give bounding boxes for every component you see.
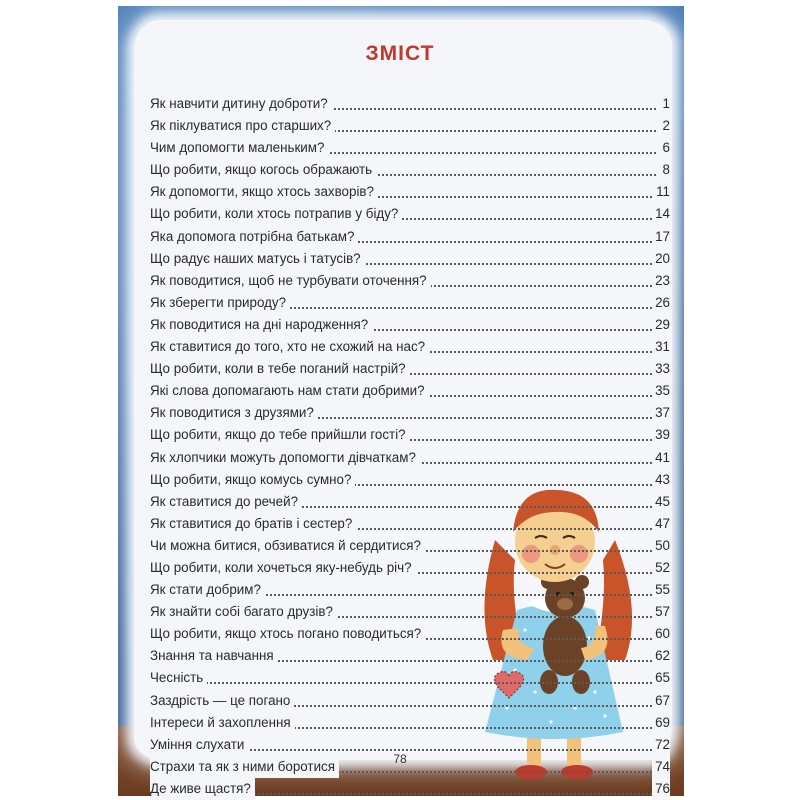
toc-entry-page: 20 [652, 248, 670, 270]
toc-entry-page: 31 [652, 336, 670, 358]
toc-entry-page: 8 [660, 159, 670, 181]
page-title: ЗМІСТ [365, 42, 435, 65]
toc-entry [150, 115, 670, 137]
toc-entry-title: Що радує наших матусь і татусів? [150, 248, 365, 270]
toc-entry-page: 67 [652, 690, 670, 712]
toc-entry-page: 39 [652, 424, 670, 446]
toc-entry [150, 226, 670, 248]
toc-entry-title: Як ставитися до речей? [150, 491, 302, 513]
toc-entry [150, 380, 670, 402]
toc-entry-title: Чесність [150, 667, 207, 689]
toc-entry-page: 47 [652, 513, 670, 535]
toc-entry-title: Що робити, якщо до тебе прийшли гості? [150, 424, 410, 446]
toc-entry-title: Заздрість — це погано [150, 690, 294, 712]
toc-entry-page: 6 [660, 137, 670, 159]
toc-entry-title: Як піклуватися про старших? [150, 115, 335, 137]
toc-entry-page: 45 [652, 491, 670, 513]
toc-entry-title: Яка допомога потрібна батькам? [150, 226, 358, 248]
toc-entry-page: 23 [652, 270, 670, 292]
toc-entry [150, 93, 670, 115]
toc-entry [150, 159, 670, 181]
toc-entry-page: 74 [652, 756, 670, 778]
toc-entry-page: 1 [660, 93, 670, 115]
toc-entry-page: 29 [652, 314, 670, 336]
page-number: 78 [393, 752, 407, 766]
toc-entry-page: 14 [652, 203, 670, 225]
toc-entry-title: Де живе щастя? [150, 778, 255, 800]
toc-entry [150, 314, 670, 336]
toc-entry-page: 52 [652, 557, 670, 579]
toc-entry-page: 76 [652, 778, 670, 800]
toc-entry [150, 447, 670, 469]
cheek-left [522, 545, 540, 563]
toc-entry-title: Чим допомогти маленьким? [150, 137, 328, 159]
toc-entry [150, 270, 670, 292]
toc-entry [150, 203, 670, 225]
toc-entry-title: Як поводитися на дні народження? [150, 314, 372, 336]
toc-entry-title: Як поводитися, щоб не турбувати оточення? [150, 270, 431, 292]
toc-entry-page: 2 [660, 115, 670, 137]
toc-entry-page: 37 [652, 402, 670, 424]
toc-entry-title: Що робити, якщо когось ображають [150, 159, 376, 181]
toc-entry-page: 35 [652, 380, 670, 402]
toc-entry-title: Як зберегти природу? [150, 292, 290, 314]
toc-entry-title: Як хлопчики можуть допомогти дівчаткам? [150, 447, 420, 469]
toc-entry-title: Уміння слухати [150, 734, 248, 756]
toc-entry-title: Як ставитися до братів і сестер? [150, 513, 356, 535]
toc-entry-page: 50 [652, 535, 670, 557]
toc-entry [150, 248, 670, 270]
toc-entry-title: Що робити, коли хтось потрапив у біду? [150, 203, 402, 225]
toc-entry-title: Як допомогти, якщо хтось захворів? [150, 181, 378, 203]
toc-entry [150, 181, 670, 203]
toc-entry-title: Чи можна битися, обзиватися й сердитися? [150, 535, 425, 557]
toc-entry-page: 69 [652, 712, 670, 734]
cheek-right [570, 545, 588, 563]
toc-entry [150, 292, 670, 314]
toc-entry-title: Які слова допомагають нам стати добрими? [150, 380, 429, 402]
toc-entry [150, 402, 670, 424]
toc-entry-title: Знання та навчання [150, 645, 278, 667]
toc-entry-title: Як знайти собі багато друзів? [150, 601, 337, 623]
toc-entry-page: 11 [653, 181, 670, 203]
toc-entry-title: Що робити, коли хочеться яку-небудь річ? [150, 557, 416, 579]
toc-entry [150, 137, 670, 159]
dot-leader [150, 682, 656, 684]
toc-entry-title: Що робити, якщо комусь сумно? [150, 469, 355, 491]
toc-entry-title: Що робити, коли в тебе поганий настрій? [150, 358, 410, 380]
toc-entry [150, 424, 670, 446]
toc-entry-page: 33 [652, 358, 670, 380]
toc-entry-page: 55 [652, 579, 670, 601]
toc-entry-title: Як навчити дитину доброти? [150, 93, 332, 115]
teddy-body [543, 616, 587, 676]
toc-entry-title: Як ставитися до того, хто не схожий на нас? [150, 336, 429, 358]
toc-entry-title: Як стати добрим? [150, 579, 265, 601]
toc-entry-title: Страхи та як з ними боротися [150, 756, 339, 778]
toc-entry-page: 72 [652, 734, 670, 756]
toc-entry-page: 60 [652, 623, 670, 645]
toc-entry-page: 26 [652, 292, 670, 314]
toc-entry-page: 43 [652, 469, 670, 491]
toc-entry-title: Інтереси й захоплення [150, 712, 295, 734]
toc-entry-page: 17 [652, 226, 670, 248]
toc-entry-page: 62 [652, 645, 670, 667]
girl-with-teddy-bear-illustration [455, 470, 665, 790]
toc-entry [150, 336, 670, 358]
toc-entry-title: Що робити, якщо хтось погано поводиться? [150, 623, 425, 645]
toc-entry-page: 57 [652, 601, 670, 623]
toc-entry-page: 41 [652, 447, 670, 469]
toc-entry [150, 358, 670, 380]
toc-entry-title: Як поводитися з друзями? [150, 402, 318, 424]
toc-entry-page: 65 [652, 667, 670, 689]
